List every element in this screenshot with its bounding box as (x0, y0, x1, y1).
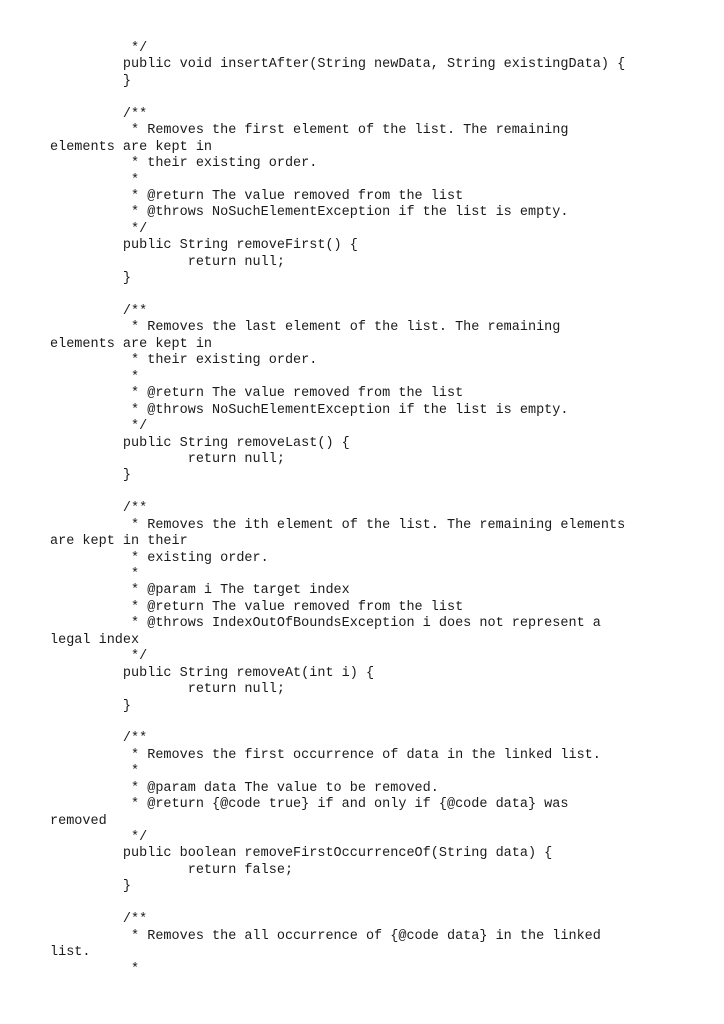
code-line: /** (50, 106, 148, 122)
code-line: */ (50, 649, 148, 665)
code-line: public String removeLast() { (50, 435, 350, 451)
code-line (50, 90, 625, 106)
code-line: } (50, 271, 132, 287)
code-line (50, 288, 625, 304)
code-line: * @throws IndexOutOfBoundsException i does not represent a (50, 616, 601, 632)
code-line: /** (50, 912, 148, 928)
code-line (50, 485, 625, 501)
code-line: * Removes the ith element of the list. The remaining elements (50, 517, 626, 533)
code-line: * (50, 369, 140, 385)
code-line: } (50, 468, 132, 484)
code-line: elements are kept in (50, 336, 213, 352)
code-line: */ (50, 41, 148, 56)
code-line: * @param i The target index (50, 583, 350, 599)
code-line (50, 896, 625, 912)
code-line: } (50, 879, 132, 895)
code-line: return null; (50, 451, 285, 467)
code-line: * (50, 567, 140, 582)
code-line: return false; (50, 862, 294, 878)
code-line: * @param data The value to be removed. (50, 780, 439, 796)
code-line: /** (50, 304, 148, 319)
code-line: * (50, 764, 140, 780)
code-line: return null; (50, 254, 285, 270)
code-line: * their existing order. (50, 156, 318, 172)
code-line: * Removes the first element of the list. The remaining (50, 123, 569, 139)
code-line: * @return The value removed from the list (50, 386, 464, 402)
code-line: */ (50, 221, 148, 237)
code-line: public String removeAt(int i) { (50, 665, 375, 681)
code-line: * (50, 172, 140, 188)
code-listing (50, 41, 625, 978)
code-line: * existing order. (50, 550, 269, 566)
code-line: removed (50, 813, 107, 829)
code-line: * @return The value removed from the list (50, 599, 464, 615)
code-line: * @throws NoSuchElementException if the list is empty. (50, 402, 569, 418)
code-line: * @throws NoSuchElementException if the list is empty. (50, 205, 569, 221)
code-line: * @return The value removed from the list (50, 188, 464, 204)
code-line: public void insertAfter(String newData, String existingData) { (50, 57, 626, 73)
code-line (50, 715, 625, 731)
code-line: legal index (50, 632, 140, 648)
code-line: } (50, 73, 132, 89)
code-line: public String removeFirst() { (50, 238, 358, 254)
code-line: * Removes the first occurrence of data in the linked list. (50, 747, 601, 763)
code-line: elements are kept in (50, 139, 213, 155)
code-line: */ (50, 419, 148, 435)
code-line: */ (50, 830, 148, 845)
code-line: list. (50, 945, 91, 961)
code-line: * Removes the last element of the list. The remaining (50, 320, 561, 336)
code-line: /** (50, 731, 148, 747)
code-line: public boolean removeFirstOccurrenceOf(String data) { (50, 846, 553, 862)
code-line: * @return {@code true} if and only if {@code data} was (50, 797, 569, 813)
code-line: } (50, 698, 132, 714)
code-line: * (50, 961, 140, 977)
code-line: * their existing order. (50, 353, 318, 369)
code-line: * Removes the all occurrence of {@code data} in the linked (50, 928, 601, 944)
code-line: are kept in their (50, 534, 188, 550)
code-line: return null; (50, 682, 285, 698)
code-line: /** (50, 501, 148, 517)
